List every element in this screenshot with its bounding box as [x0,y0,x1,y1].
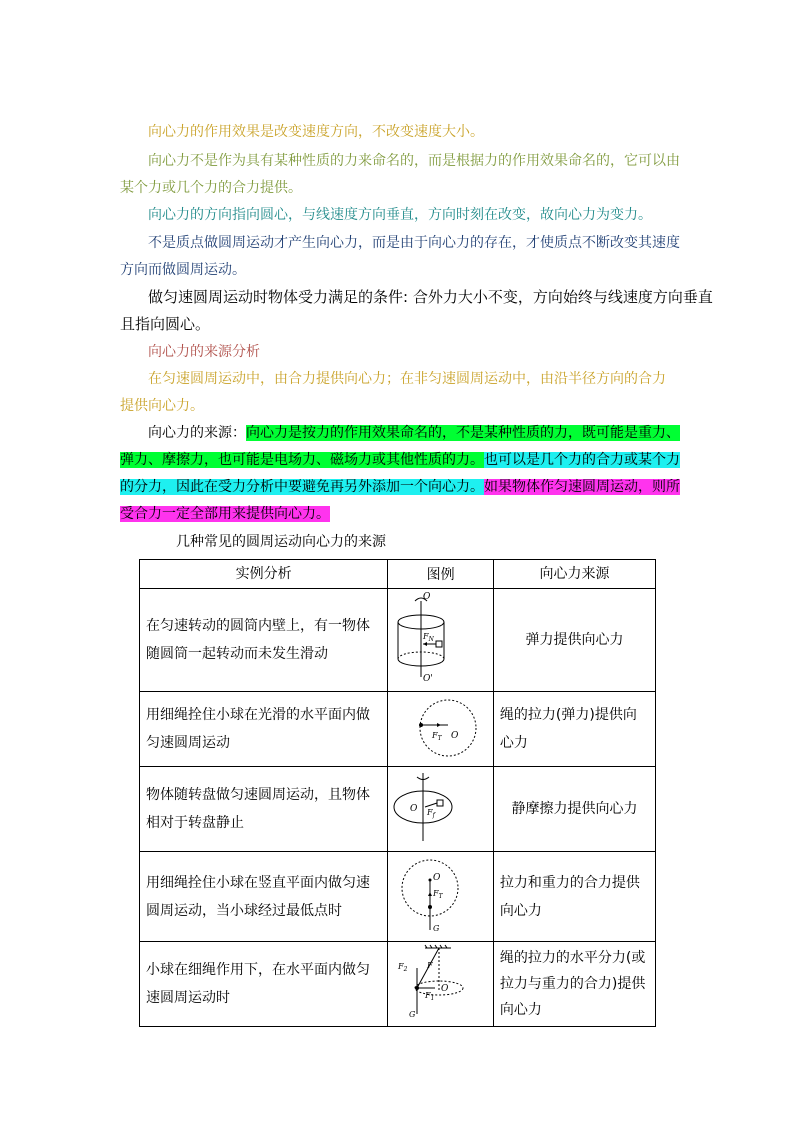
case-text-line: 用细绳拴住小球在竖直平面内做匀速 [146,874,370,891]
source-text-line: 向心力 [499,902,542,919]
turntable-figure [391,767,491,847]
case-cell [140,852,388,942]
paragraph-naming-line2: 某个力或几个力的合力提供。 [120,180,302,196]
paragraph-source-line4 [120,504,330,524]
conical-gravity-label: G [408,1010,415,1019]
source-text-line: 心力 [499,735,528,751]
case-cell [140,942,388,1027]
paragraph-effect: 向心力的作用效果是改变速度方向，不改变速度大小。 [148,124,484,140]
vertical-gravity-label: G [432,924,439,933]
case-cell [140,767,388,852]
header-figure: 图例 [388,560,494,589]
source-cell [493,852,655,942]
source-text-line: 拉力与重力的合力)提供 [499,976,646,992]
source-text-line: 静摩擦力提供向心力 [511,801,638,817]
header-case: 实例分析 [140,560,388,589]
case-text-line: 随圆筒一起转动而未发生滑动 [146,646,328,662]
source-text-line: 拉力和重力的合力提供 [499,874,640,891]
rotating-cylinder-figure [391,589,491,687]
table-header-row [140,560,656,589]
case-cell [140,692,388,767]
case-text-line: 物体随转盘做匀速圆周运动，且物体 [146,787,370,803]
table-row [140,767,656,852]
horizontal-force-label: $F_T$ [431,731,442,742]
case-text-line: 用细绳拴住小球在光滑的水平面内做 [146,707,370,723]
case-text-line: 速圆周运动时 [146,990,230,1006]
highlight-cyan-b: 的分力，因此在受力分析中要避免再另外添加一个向心力。 [120,479,484,495]
figure-cell [388,589,494,692]
source-cell [493,692,655,767]
conical-f-label: F [426,961,433,970]
vertical-circle-figure [391,852,491,937]
axis-bottom-label: O' [422,674,433,684]
source-cell [493,942,655,1027]
case-text-line: 小球在细绳作用下，在水平面内做匀 [146,962,370,978]
conical-pendulum-figure [391,942,491,1022]
conical-f1-label: $F_1$ [424,991,434,1002]
paragraph-condition-line2: 且指向圆心。 [120,315,211,333]
figure-cell [388,692,494,767]
vertical-center-label: O [432,873,440,883]
source-text-line: 向心力 [499,1002,542,1018]
highlight-green-b: 弹力、摩擦力，也可能是电场力、磁场力或其他性质的力。 [120,452,484,468]
section-heading-source: 向心力的来源分析 [148,344,260,360]
paragraph-naming-line1: 向心力不是作为具有某种性质的力来命名的，而是根据力的作用效果命名的，它可以由 [148,153,680,169]
turntable-force-label: $F_f$ [426,808,435,819]
source-text-line: 绳的拉力(弹力)提供向 [499,707,637,723]
axis-top-label: O [422,592,430,602]
figure-cell [388,767,494,852]
source-text-line: 弹力提供向心力 [525,632,624,648]
figure-cell [388,852,494,942]
paragraph-uniform-line1: 在匀速圆周运动中，由合力提供向心力；在非匀速圆周运动中，由沿半径方向的合力 [148,371,666,387]
highlight-green-a: 向心力是按力的作用效果命名的，不是某种性质的力，既可能是重力、 [246,425,680,441]
horizontal-circle-figure [391,692,491,762]
horizontal-center-label: O [450,731,458,741]
source-prefix: 向心力的来源： [148,425,246,441]
paragraph-direction: 向心力的方向指向圆心，与线速度方向垂直，方向时刻在改变，故向心力为变力。 [148,207,652,223]
paragraph-source-line2 [120,450,680,470]
turntable-center-label: O [409,804,417,814]
vertical-force-label: $F_T$ [432,889,443,900]
paragraph-source-line1 [148,423,680,443]
conical-center-label: O [440,984,448,994]
figure-cell [388,942,494,1027]
highlight-magenta-a: 如果物体作匀速圆周运动，则所 [484,479,680,495]
cylinder-force-label: $F_N$ [422,632,434,643]
table-row [140,692,656,767]
source-text-line: 绳的拉力的水平分力(或 [499,950,646,966]
table-caption: 几种常见的圆周运动向心力的来源 [176,534,386,550]
source-cell [493,767,655,852]
paragraph-condition-line1: 做匀速圆周运动时物体受力满足的条件: 合外力大小不变，方向始终与线速度方向垂直 [148,288,713,306]
case-text-line: 在匀速转动的圆筒内壁上，有一物体 [146,618,370,634]
highlight-cyan-a: 也可以是几个力的合力或某个力 [484,452,680,468]
highlight-magenta-b: 受合力一定全部用来提供向心力。 [120,506,330,522]
case-cell [140,589,388,692]
case-text-line: 相对于转盘静止 [146,815,244,831]
paragraph-existence-line2: 方向而做圆周运动。 [120,262,246,278]
conical-f2-label: $F_2$ [397,962,407,973]
table-row [140,589,656,692]
header-source: 向心力来源 [493,560,655,589]
paragraph-existence-line1: 不是质点做圆周运动才产生向心力，而是由于向心力的存在，才使质点不断改变其速度 [148,235,680,251]
table-row [140,852,656,942]
paragraph-uniform-line2: 提供向心力。 [120,398,204,414]
force-source-table [139,559,656,1027]
case-text-line: 圆周运动，当小球经过最低点时 [146,902,342,919]
table-row [140,942,656,1027]
case-text-line: 匀速圆周运动 [146,735,230,751]
source-cell [493,589,655,692]
paragraph-source-line3 [120,477,680,497]
